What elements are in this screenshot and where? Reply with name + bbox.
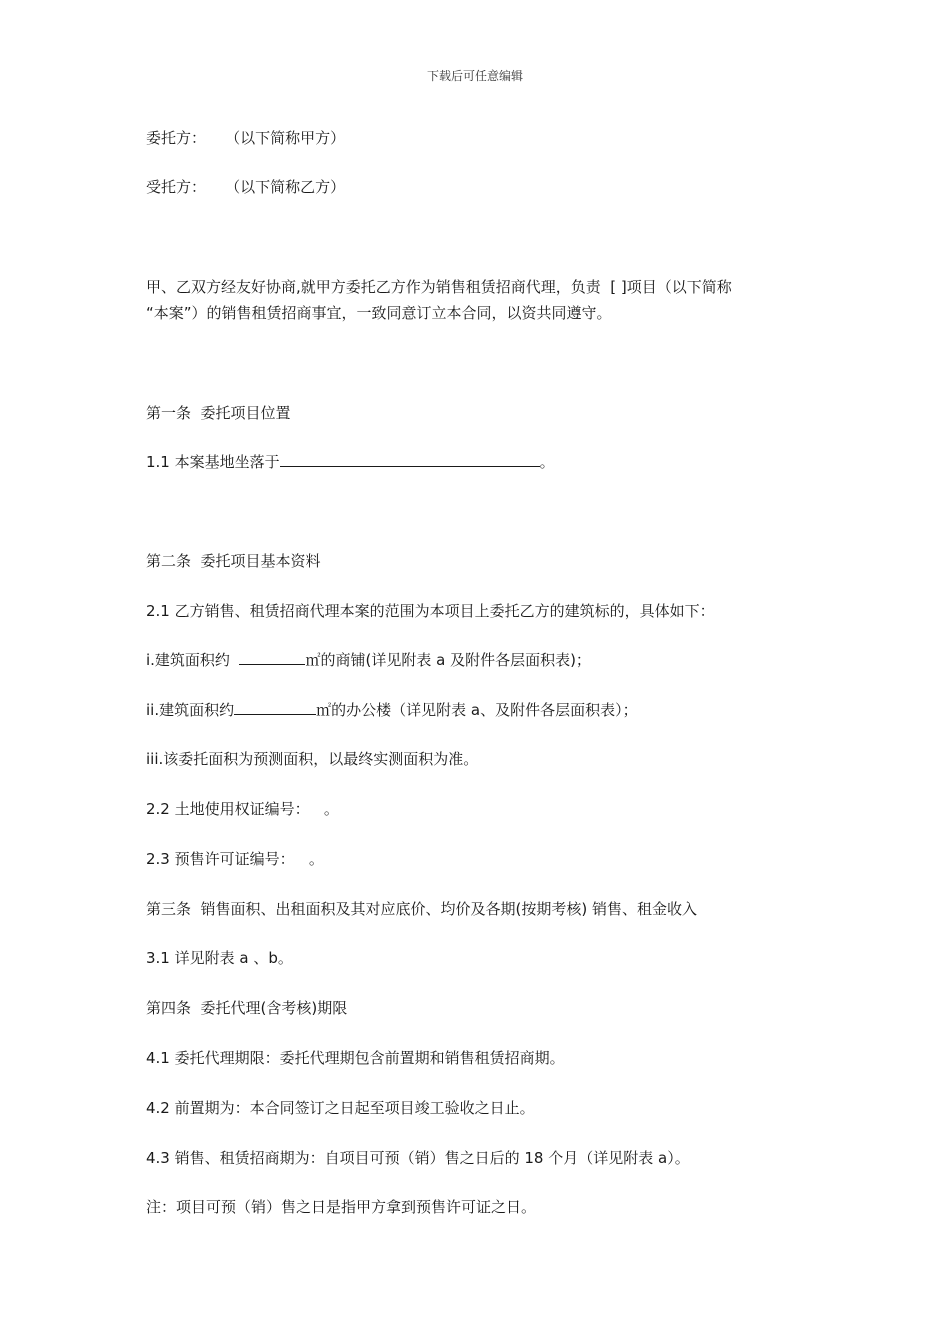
client-desc: （以下简称甲方） — [225, 129, 346, 147]
article-4-title: 第四条 委托代理(含考核)期限 — [146, 999, 348, 1017]
article-1-title: 第一条 委托项目位置 — [146, 404, 291, 422]
clause-3-1: 3.1 详见附表 a 、b。 — [146, 949, 293, 967]
intro-line-2: “本案”）的销售租赁招商事宜，一致同意订立本合同，以资共同遵守。 — [146, 304, 612, 322]
item-i-prefix: i.建筑面积约 — [146, 651, 240, 669]
clause-1-1 — [146, 452, 555, 472]
item-i-suffix: ㎡的商铺(详见附表 a 及附件各层面积表)； — [305, 651, 591, 669]
clause-2-2: 2.2 土地使用权证编号： 。 — [146, 800, 339, 818]
shop-area-blank — [239, 650, 305, 665]
clause-4-1: 4.1 委托代理期限：委托代理期包含前置期和销售租赁招商期。 — [146, 1049, 565, 1067]
article-2-title: 第二条 委托项目基本资料 — [146, 552, 321, 570]
clause-4-3: 4.3 销售、租赁招商期为：自项目可预（销）售之日后的 18 个月（详见附表 a）。 — [146, 1149, 690, 1167]
client-label: 委托方： — [146, 129, 207, 147]
clause-1-1-prefix: 1.1 本案基地坐落于 — [146, 453, 280, 471]
intro-line-1: 甲、乙双方经友好协商,就甲方委托乙方作为销售租赁招商代理，负责 [ ]项目（以下简称 — [146, 278, 732, 296]
item-ii-suffix: ㎡的办公楼（详见附表 a、及附件各层面积表）； — [316, 701, 638, 719]
clause-2-3: 2.3 预售许可证编号： 。 — [146, 850, 324, 868]
location-blank — [280, 452, 540, 467]
item-ii-prefix: ii.建筑面积约 — [146, 701, 235, 719]
office-area-blank — [234, 700, 316, 715]
clause-2-1: 2.1 乙方销售、租赁招商代理本案的范围为本项目上委托乙方的建筑标的，具体如下： — [146, 602, 715, 620]
item-i — [146, 650, 591, 670]
item-ii — [146, 700, 638, 720]
article-4-note: 注：项目可预（销）售之日是指甲方拿到预售许可证之日。 — [146, 1198, 537, 1216]
article-3-title: 第三条 销售面积、出租面积及其对应底价、均价及各期(按期考核) 销售、租金收入 — [146, 900, 698, 918]
clause-4-2: 4.2 前置期为：本合同签订之日起至项目竣工验收之日止。 — [146, 1099, 535, 1117]
agent-label: 受托方： — [146, 178, 207, 196]
client-party-line — [146, 128, 345, 148]
clause-1-1-suffix: 。 — [539, 453, 555, 471]
agent-desc: （以下简称乙方） — [225, 178, 346, 196]
page-header-note: 下载后可任意编辑 — [426, 69, 523, 83]
agent-party-line — [146, 177, 345, 197]
item-iii: iii.该委托面积为预测面积，以最终实测面积为准。 — [146, 750, 479, 768]
